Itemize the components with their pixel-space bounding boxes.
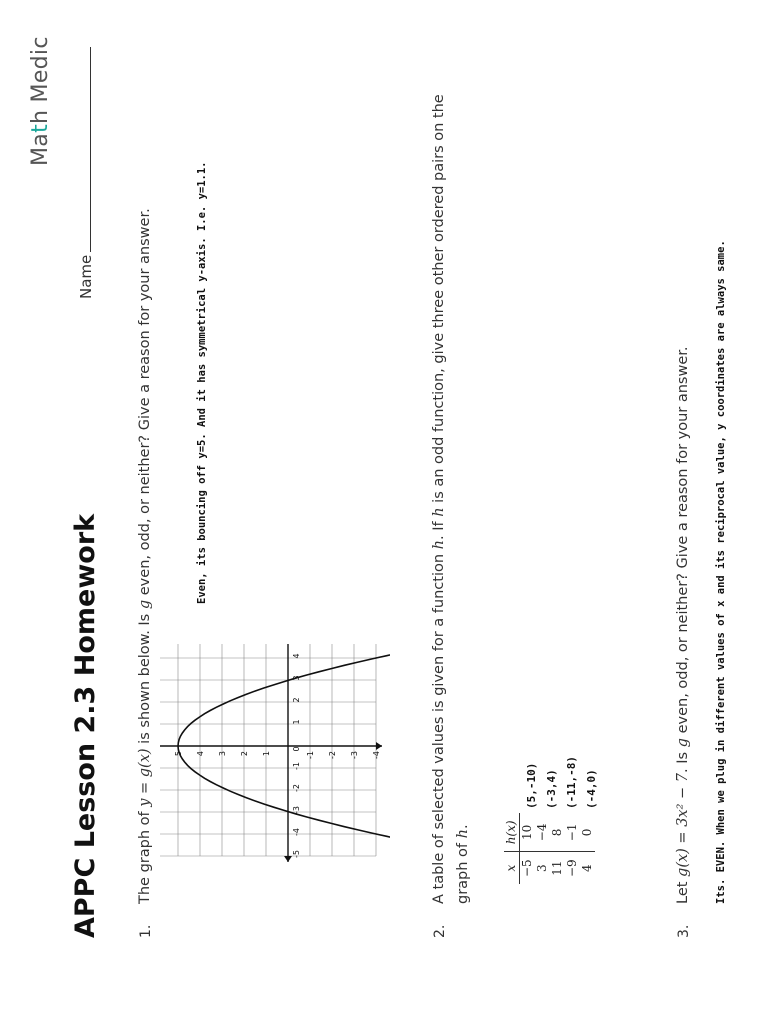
logo-text-right: h Medic (28, 36, 53, 124)
ordered-pair: (-3,4) (545, 769, 558, 809)
table-header-row (504, 813, 520, 884)
logo-text-left: Ma (28, 132, 53, 166)
y-tick-label: -3 (350, 751, 359, 759)
question-1-answer: Even, its bouncing off y=5. And it has symmetrical y-axis. I.e. y=1.1. (196, 161, 208, 604)
x-tick-label: -4 (292, 828, 301, 836)
graph-grid (160, 644, 376, 856)
table-row: 11 8 (550, 813, 565, 884)
question-1-text: The graph of y = g(x) is shown below. Is g even, odd, or neither? Give a reason for your answer. (137, 208, 153, 904)
question-3-text: Let g(x) = 3x² − 7. Is g even, odd, or neither? Give a reason for your answer. (675, 346, 691, 904)
y-tick-label: 5 (174, 751, 183, 757)
ordered-pair: (-4,0) (585, 769, 598, 809)
name-label: Name (77, 254, 95, 299)
logo-text-accent: t (28, 123, 53, 133)
y-tick-label: -2 (328, 751, 337, 759)
table-row: 4 0 (580, 813, 595, 884)
x-tick-label: -2 (292, 784, 301, 792)
question-1-number: 1. (138, 924, 154, 938)
question-3-number: 3. (676, 924, 692, 938)
question-2-text: A table of selected values is given for a function h. If h is an odd function, give three other ordered pairs on the (431, 94, 447, 904)
h-values-table (504, 813, 595, 884)
ordered-pair: (-11,-8) (565, 756, 578, 809)
graph-axes (160, 644, 382, 862)
y-tick-label: 4 (196, 751, 205, 757)
name-field (76, 47, 95, 299)
table-row: −9 −1 (565, 813, 580, 884)
x-tick-label: 4 (292, 653, 301, 659)
question-2-text-line2: graph of h. (455, 824, 471, 904)
y-axis-arrow (376, 742, 382, 750)
x-tick-label: 0 (292, 746, 301, 752)
x-tick-label: -1 (292, 762, 301, 770)
question-3-answer: Its. EVEN. When we plug in different values of x and its reciprocal value, y coordinates are always same. (715, 240, 727, 904)
y-tick-label: -4 (372, 751, 381, 759)
table-row: −5 10 (520, 813, 536, 884)
name-blank-line (76, 47, 91, 252)
ordered-pairs-answer (522, 756, 602, 809)
column-header-hx: h(x) (504, 813, 520, 851)
x-tick-label: 3 (292, 675, 301, 681)
y-tick-label: 2 (240, 751, 249, 757)
table-row: 3 −4 (535, 813, 550, 884)
y-tick-label: 1 (262, 751, 271, 757)
graph-tick-labels (160, 644, 381, 858)
x-tick-label: -3 (292, 806, 301, 814)
ordered-pair: (5,-10) (525, 762, 538, 809)
x-axis-arrow (284, 856, 292, 862)
x-tick-label: 2 (292, 697, 301, 703)
question-1-graph (160, 644, 390, 884)
q3-math-expression: g(x) = 3x² − 7 (675, 773, 691, 877)
math-medic-logo (28, 36, 53, 166)
y-tick-label: 3 (218, 751, 227, 757)
page-title: APPC Lesson 2.3 Homework (70, 513, 101, 938)
x-tick-label: -5 (292, 850, 301, 858)
x-tick-label: 1 (292, 719, 301, 725)
y-tick-label (160, 751, 161, 756)
question-2-number: 2. (432, 924, 448, 938)
column-header-x: x (504, 852, 520, 884)
y-tick-label: -1 (306, 751, 315, 759)
q1-math-expression: y = g(x) (137, 748, 153, 807)
